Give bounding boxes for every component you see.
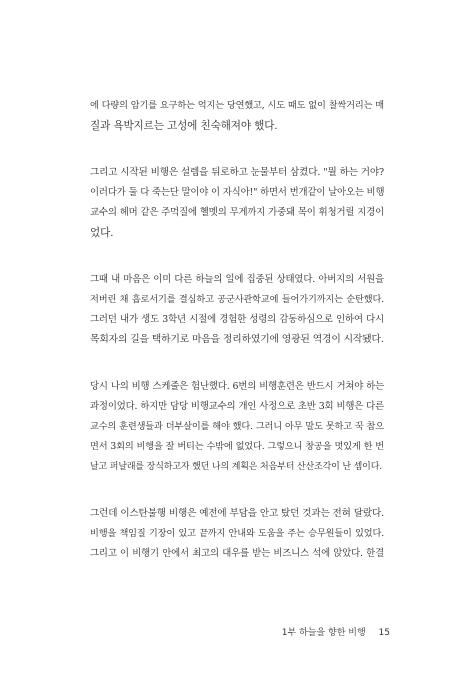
page-footer	[282, 625, 390, 638]
text-line: 비행을 책임질 기장이 있고 끝까지 안내와 도움을 주는 승무원들이 있었다.	[90, 528, 384, 539]
body-text	[90, 96, 384, 591]
text-line: 그리고 이 비행기 안에서 최고의 대우를 받는 비즈니스 석에 앉았다. 한결	[90, 548, 384, 559]
text-line: 저버린 채 흡로서기를 결심하고 공군사관학교에 들어가기까지는 순탄했다.	[90, 294, 384, 305]
text-line: 그때 내 마음은 이미 다른 하늘의 일에 집중된 상태였다. 아버지의 서원을	[90, 274, 384, 285]
running-title: 1부 하늘을 향한 비행	[281, 628, 366, 638]
text-line: 그런데 이스탄불행 비행은 예전에 부담을 안고 탔던 것과는 전혀 달랐다.	[90, 508, 384, 519]
paragraph	[90, 96, 384, 136]
text-line: 교수의 헤머 같은 주먹질에 헬멧의 무게까지 가중돼 목이 휘청거릴 지경이	[90, 207, 384, 218]
text-line: 면서 3회의 비행을 잘 버티는 수밖에 없었다. 그렇으니 창공을 멋있게 한 번	[90, 441, 384, 452]
text-line: 에 다량의 암기를 요구하는 억지는 당연했고, 시도 때도 없이 찰싹거리는 매	[90, 100, 384, 111]
page-number: 15	[378, 628, 390, 638]
paragraph	[90, 377, 384, 477]
text-line: 당시 나의 비행 스케줄은 험난했다. 6번의 비행훈련은 반드시 거쳐야 하는	[90, 381, 384, 392]
text-line: 목회자의 길을 택하기로 마음을 정리하였기에 영광된 역경이 시작됐다.	[90, 334, 384, 345]
text-line: 질과 욕박지르는 고성에 친숙해져야 했다.	[90, 120, 278, 132]
text-line: 었다.	[90, 227, 114, 239]
text-line: 이러다가 둘 다 죽는단 말이야 이 자식아!" 하면서 번개같이 날아오는 비행	[90, 187, 385, 198]
text-line: 날고 퍼날래를 장식하고자 했던 나의 계획은 처음부터 산산조각이 난 셈이다.	[90, 462, 382, 472]
text-line: 과정이었다. 하지만 담당 비행교수의 개인 사정으로 초반 3회 비행은 다른	[90, 401, 384, 412]
paragraph	[90, 163, 384, 243]
paragraph	[90, 270, 384, 350]
text-line: 교수의 훈련생들과 더부살이를 해야 했다. 그러니 아무 말도 못하고 꾹 참으	[90, 421, 384, 432]
paragraph	[90, 504, 384, 564]
text-line: 그러던 내가 생도 3학년 시절에 경험한 성령의 감동하심으로 인하여 다시	[90, 314, 384, 325]
text-line: 그리고 시작된 비행은 설렘을 뒤로하고 눈물부터 삼켰다. "뭘 하는 거야?	[90, 167, 384, 178]
